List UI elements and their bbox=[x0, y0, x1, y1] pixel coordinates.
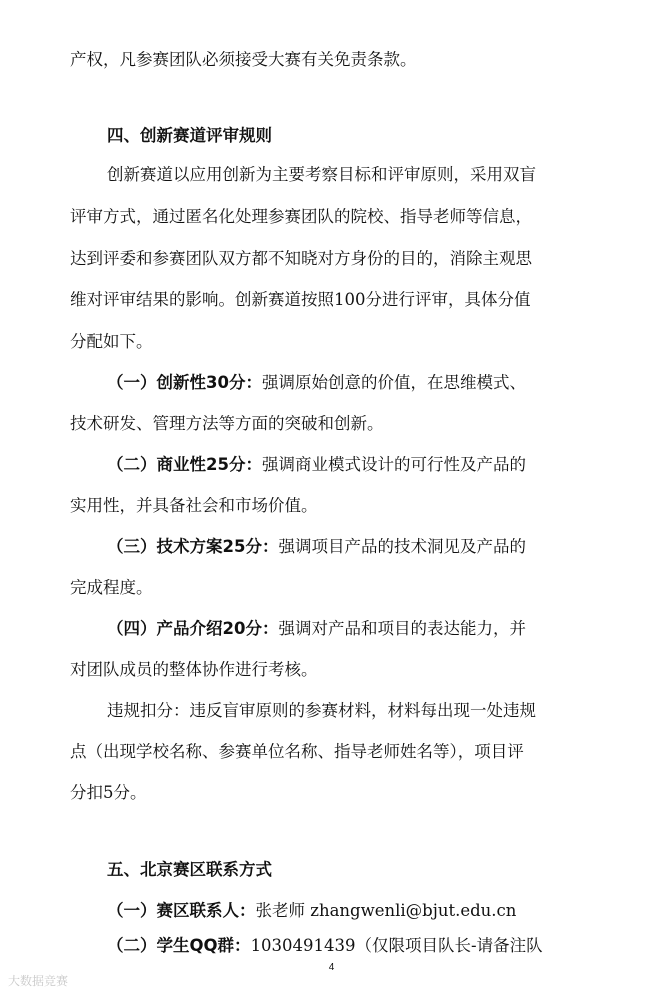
criterion-item: （二）商业性25分：强调商业模式设计的可行性及产品的 bbox=[107, 455, 526, 474]
section-heading: 四、创新赛道评审规则 bbox=[107, 126, 272, 145]
contact-item: （二）学生QQ群：1030491439（仅限项目队长-请备注队 bbox=[107, 936, 543, 955]
text-line: 分配如下。 bbox=[70, 332, 153, 351]
criterion-item: （一）创新性30分：强调原始创意的价值，在思维模式、 bbox=[107, 373, 526, 392]
text-line: 产权，凡参赛团队必须接受大赛有关免责条款。 bbox=[70, 50, 417, 69]
text-line: 对团队成员的整体协作进行考核。 bbox=[70, 660, 318, 679]
text-line: 技术研发、管理方法等方面的突破和创新。 bbox=[70, 414, 384, 433]
text-line: 分扣5分。 bbox=[70, 783, 147, 802]
text-line: 维对评审结果的影响。创新赛道按照100分进行评审，具体分值 bbox=[70, 290, 531, 309]
text-line: 评审方式，通过匿名化处理参赛团队的院校、指导老师等信息， bbox=[70, 207, 532, 226]
criterion-label: （二）商业性25分： bbox=[107, 455, 262, 474]
contact-label: （二）学生QQ群： bbox=[107, 936, 251, 955]
contact-item: （一）赛区联系人：张老师 zhangwenli@bjut.edu.cn bbox=[107, 901, 517, 920]
page-number: 4 bbox=[328, 962, 335, 973]
criterion-item: （四）产品介绍20分：强调对产品和项目的表达能力，并 bbox=[107, 619, 526, 638]
contact-label: （一）赛区联系人： bbox=[107, 901, 256, 920]
section-heading: 五、北京赛区联系方式 bbox=[107, 860, 272, 879]
text-line: 达到评委和参赛团队双方都不知晓对方身份的目的，消除主观思 bbox=[70, 249, 532, 268]
text-line: 点（出现学校名称、参赛单位名称、指导老师姓名等），项目评 bbox=[70, 742, 524, 761]
text-line: 实用性，并具备社会和市场价值。 bbox=[70, 496, 318, 515]
watermark: 大数据竞赛 bbox=[8, 974, 69, 988]
criterion-label: （四）产品介绍20分： bbox=[107, 619, 279, 638]
criterion-label: （一）创新性30分： bbox=[107, 373, 262, 392]
text-line: 完成程度。 bbox=[70, 578, 153, 597]
text-line: 违规扣分：违反盲审原则的参赛材料，材料每出现一处违规 bbox=[107, 701, 536, 720]
criterion-label: （三）技术方案25分： bbox=[107, 537, 279, 556]
criterion-item: （三）技术方案25分：强调项目产品的技术洞见及产品的 bbox=[107, 537, 526, 556]
text-line: 创新赛道以应用创新为主要考察目标和评审原则，采用双盲 bbox=[107, 165, 536, 184]
